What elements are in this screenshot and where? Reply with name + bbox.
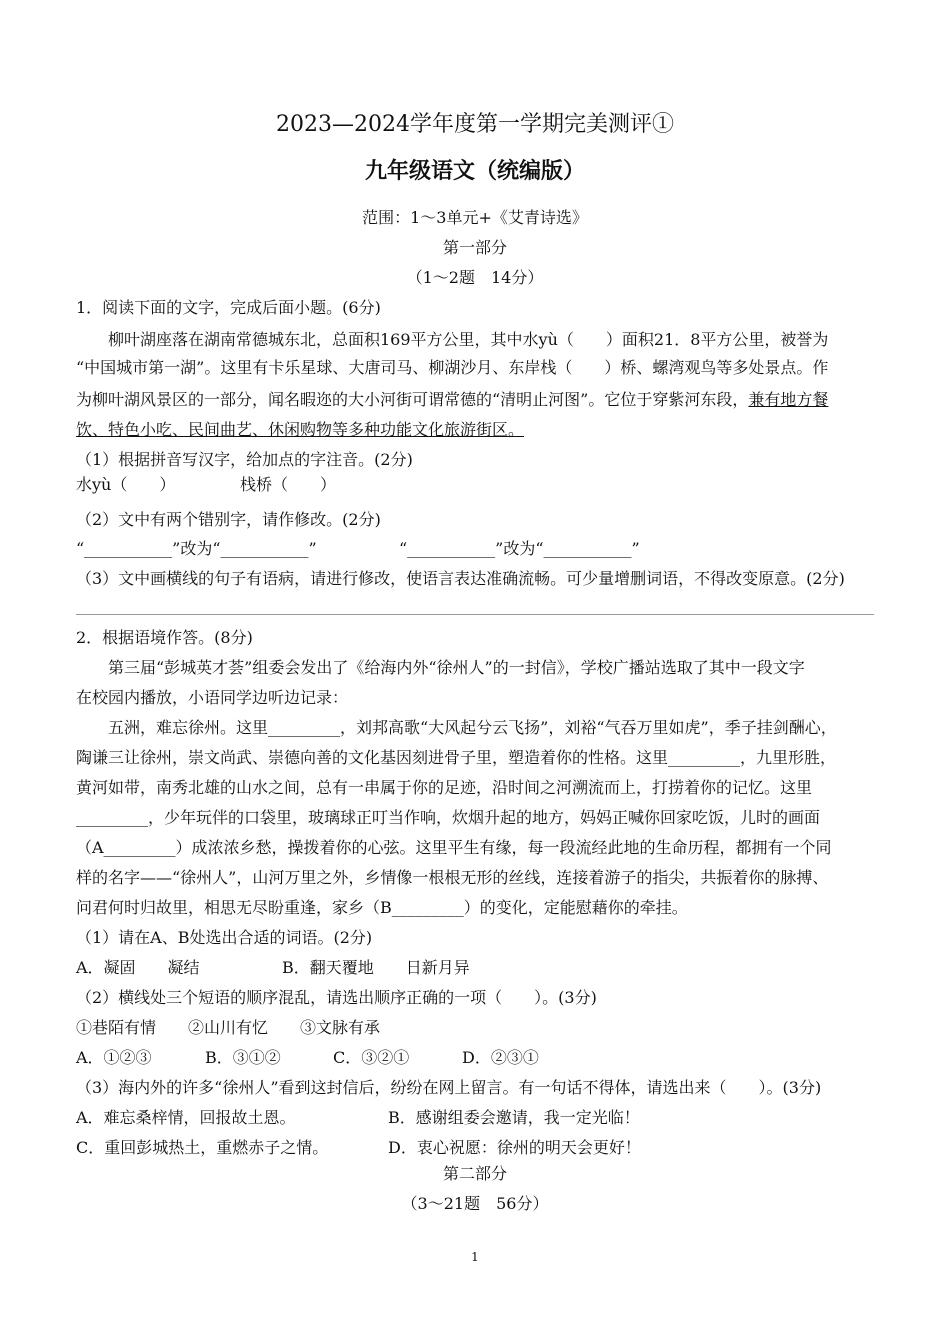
q2-sub1-option-b: B．翻天覆地 日新月异 bbox=[282, 958, 470, 977]
q1-underlined-sentence-end: 饮、特色小吃、民间曲艺、休闲购物等多种功能文化旅游街区。 bbox=[76, 420, 525, 439]
exam-title: 2023—2024学年度第一学期完美测评① bbox=[276, 112, 674, 137]
q2-sub3-prompt: （3）海内外的许多“徐州人”看到这封信后，纷纷在网上留言。有一句话不得体，请选出来（ ）。(3分) bbox=[76, 1078, 822, 1097]
q2-letter-line-5: （A_________）成浓浓乡愁，操拨着你的心弦。这里平生有缘，每一段流经此地的生命历程，都拥有一个同 bbox=[76, 838, 832, 857]
part-one-heading: 第一部分 bbox=[442, 238, 507, 257]
q2-sub2-prompt: （2）横线处三个短语的顺序混乱，请选出顺序正确的一项（ ）。(3分) bbox=[76, 988, 597, 1007]
q2-stem: 2．根据语境作答。(8分) bbox=[76, 628, 253, 647]
q1-passage-line-2: “中国城市第一湖”。这里有卡乐星球、大唐司马、柳湖沙月、东岸栈（ ）桥、螺湾观鸟等多处景点。作 bbox=[76, 358, 829, 377]
exam-scope: 范围：1～3单元+《艾青诗选》 bbox=[362, 208, 588, 227]
q1-sub1-answer-b: 栈桥（ ） bbox=[240, 475, 337, 494]
q1-passage-line-3 bbox=[76, 390, 828, 410]
answer-divider-line bbox=[76, 614, 874, 615]
q2-letter-line-7: 问君何时归故里，相思无尽盼重逢，家乡（B_________）的变化，定能慰藉你的牵挂。 bbox=[76, 898, 688, 917]
q2-sub2-option-a: A．①②③ bbox=[76, 1048, 152, 1067]
part-two-range: （3～21题 56分） bbox=[401, 1194, 549, 1213]
part-two-heading: 第二部分 bbox=[442, 1164, 507, 1183]
q2-intro-line-1: 第三届“彭城英才荟”组委会发出了《给海内外“徐州人”的一封信》，学校广播站选取了其中一段文字 bbox=[108, 658, 805, 677]
q1-sub2-answer-b: “___________”改为“___________” bbox=[399, 539, 640, 558]
q2-sub2-option-c: C．③②① bbox=[333, 1048, 410, 1067]
q2-letter-line-1: 五洲，难忘徐州。这里_________，刘邦高歌“大风起兮云飞扬”，刘裕“气吞万里如虎”，季子挂剑酬心， bbox=[108, 718, 837, 737]
page-number: 1 bbox=[471, 1250, 479, 1264]
q1-sub1-prompt: （1）根据拼音写汉字，给加点的字注音。(2分) bbox=[76, 450, 413, 469]
q2-letter-line-3: 黄河如带，南秀北雄的山水之间，总有一串属于你的足迹，沿时间之河溯流而上，打捞着你的记忆。这里 bbox=[76, 778, 813, 797]
q1-sub2-prompt: （2）文中有两个错别字，请作修改。(2分) bbox=[76, 510, 381, 529]
q1-sub1-answer-a: 水yù（ ） bbox=[76, 475, 176, 494]
q2-letter-line-6: 样的名字——“徐州人”，山河万里之外，乡情像一根根无形的丝线，连接着游子的指尖，共振着你的脉搏、 bbox=[76, 868, 829, 887]
q2-sub3-option-c: C．重回彭城热土，重燃赤子之情。 bbox=[76, 1138, 329, 1157]
q2-intro-line-2: 在校园内播放，小语同学边听边记录： bbox=[76, 688, 349, 707]
q2-sub1-option-a: A．凝固 凝结 bbox=[76, 958, 200, 977]
q2-letter-line-2: 陶谦三让徐州，崇文尚武、崇德向善的文化基因刻进骨子里，塑造着你的性格。这里_________，九里形胜， bbox=[76, 748, 837, 767]
q2-sub3-option-d: D．衷心祝愿：徐州的明天会更好！ bbox=[388, 1138, 641, 1157]
q2-sub2-option-b: B．③①② bbox=[205, 1048, 281, 1067]
q2-sub2-option-d: D．②③① bbox=[462, 1048, 539, 1067]
exam-subtitle: 九年级语文（统编版） bbox=[364, 158, 585, 184]
q1-sub2-answer-a: “___________”改为“___________” bbox=[76, 539, 317, 558]
q1-passage-line-1: 柳叶湖座落在湖南常德城东北，总面积169平方公里，其中水yù（ ）面积21．8平方公里，被誉为 bbox=[108, 330, 829, 349]
q1-stem: 1．阅读下面的文字，完成后面小题。(6分) bbox=[76, 298, 381, 317]
q2-sub3-option-a: A．难忘桑梓情，回报故土恩。 bbox=[76, 1108, 296, 1127]
part-one-range: （1～2题 14分） bbox=[406, 268, 544, 287]
q2-sub2-items: ①巷陌有情 ②山川有忆 ③文脉有承 bbox=[76, 1018, 381, 1037]
q1-underlined-sentence-start: 兼有地方餐 bbox=[748, 390, 829, 409]
q2-letter-line-4: _________，少年玩伴的口袋里，玻璃球正叮当作响，炊烟升起的地方，妈妈正喊你回家吃饭，儿时的画面 bbox=[76, 808, 821, 827]
q1-sub3-prompt: （3）文中画横线的句子有语病，请进行修改，使语言表达准确流畅。可少量增删词语，不得改变原意。(2分) bbox=[76, 569, 845, 588]
q2-sub1-prompt: （1）请在A、B处选出合适的词语。(2分) bbox=[76, 928, 373, 947]
q2-sub3-option-b: B．感谢组委会邀请，我一定光临！ bbox=[388, 1108, 640, 1127]
q1-passage-line-3-text: 为柳叶湖风景区的一部分，闻名暇迩的大小河街可谓常德的“清明止河图”。它位于穿紫河东段， bbox=[76, 390, 749, 409]
